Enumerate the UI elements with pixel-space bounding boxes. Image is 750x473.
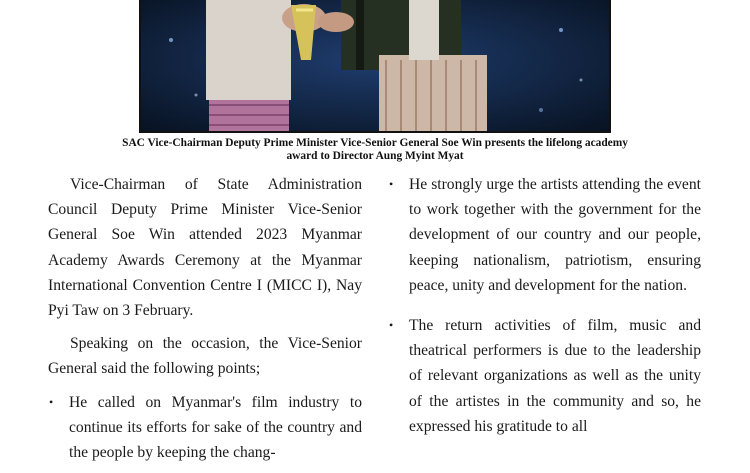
bullet-item-film-industry [48,390,362,466]
intro-paragraph: Vice-Chairman of State Administration Council Deputy Prime Minister Vice-Senior General Soe Win attended 2023 Myanmar Academy Awards Ceremony at the Myanmar International Convention Centre I (MICC I), Nay Pyi Taw on 3 February. [48,176,362,320]
caption-line-1: SAC Vice-Chairman Deputy Prime Minister Vice-Senior General Soe Win presents the lifelong academy [122,137,628,149]
bullet-text: He called on Myanmar's film industry to continue its efforts for sake of the country and the people by keeping the chang- [69,393,362,462]
bullet-text: He strongly urge the artists attending the event to work together with the government for the development of our country and our people, keeping nationalism, patriotism, ensuring peace, unity and development for the nation. [409,176,701,294]
bullet-text: The return activities of film, music and theatrical performers is due to the leadership of relevant organizations as well as the unity of the artistes in the community and so, he expressed his gratitude to all [409,317,701,435]
award-ceremony-photo [139,0,611,133]
left-column [48,172,362,473]
right-column [388,172,701,454]
caption-line-2: award to Director Aung Myint Myat [286,149,464,162]
photo-caption [60,137,690,162]
speech-intro-paragraph: Speaking on the occasion, the Vice-Senior General said the following points; [48,335,362,378]
bullet-icon: • [49,394,54,409]
bullet-item-gratitude [388,313,701,439]
bullet-icon: • [389,177,394,191]
bullet-icon: • [389,318,394,333]
bullet-item-artists-cooperation [388,172,701,298]
